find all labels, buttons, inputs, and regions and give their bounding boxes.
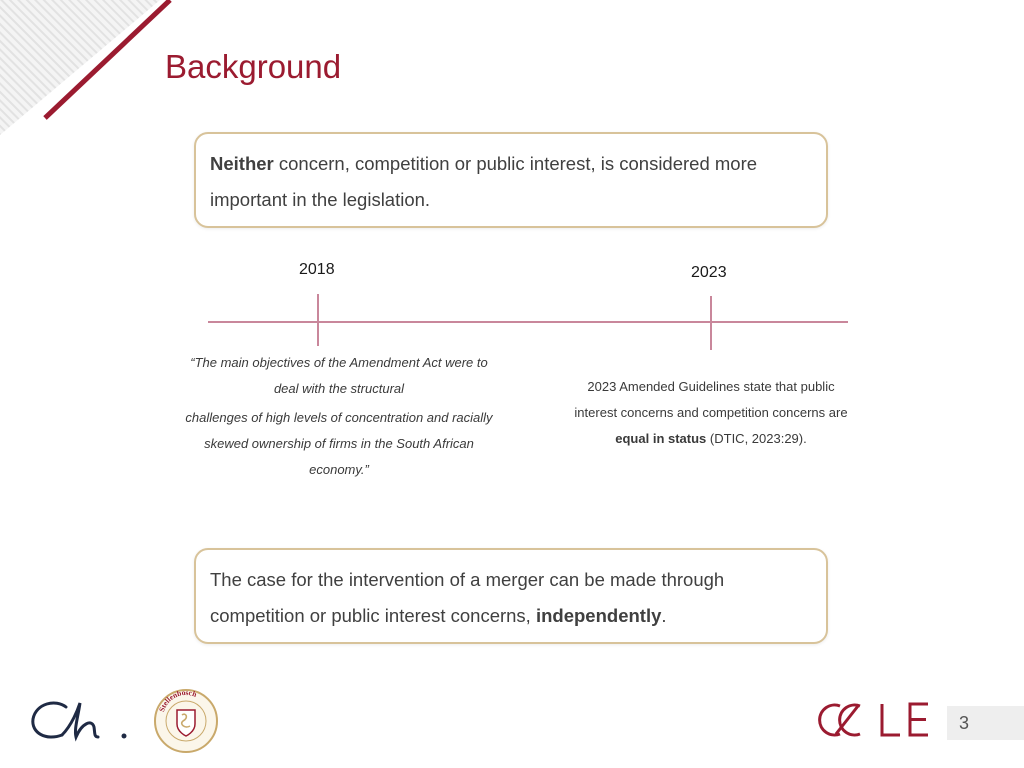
quote-line-5: economy.” xyxy=(309,462,369,477)
note-rest: (DTIC, 2023:29). xyxy=(706,431,807,446)
quote-line-4: skewed ownership of firms in the South African xyxy=(204,436,474,451)
callout-top-text: concern, competition or public interest, is considered more important in the legislation. xyxy=(210,153,758,210)
note-line-3 xyxy=(555,426,867,452)
year-2018: 2018 xyxy=(299,261,335,278)
page-number-box xyxy=(947,706,1024,740)
quote-line-1: “The main objectives of the Amendment Act were to xyxy=(190,355,488,370)
svg-text:Stellenbosch: Stellenbosch xyxy=(157,688,199,713)
university-seal xyxy=(153,688,219,754)
callout-bottom-text: The case for the intervention of a merger can be made through competition or public interest concerns, xyxy=(210,569,725,626)
callout-top-bold: Neither xyxy=(210,153,274,174)
page-title: Background xyxy=(165,48,342,85)
callout-bottom-end: . xyxy=(661,605,667,626)
quote-line-2: deal with the structural xyxy=(273,381,405,396)
signature-logo xyxy=(28,695,132,747)
guidelines-note xyxy=(555,374,867,452)
callout-box-top xyxy=(194,132,828,228)
note-line-2: interest concerns and competition concerns are xyxy=(574,405,848,420)
callout-text-top xyxy=(210,146,812,218)
page-number: 3 xyxy=(959,713,970,733)
callout-box-bottom xyxy=(194,548,828,644)
ccle-logo xyxy=(818,700,938,740)
year-2023: 2023 xyxy=(691,264,727,281)
note-line-1: 2023 Amended Guidelines state that public xyxy=(587,379,835,394)
callout-text-bottom xyxy=(210,562,812,634)
quote-line-3: challenges of high levels of concentration and racially xyxy=(185,410,493,425)
callout-bottom-bold: independently xyxy=(535,605,662,626)
note-bold: equal in status xyxy=(615,431,707,446)
amendment-quote xyxy=(170,350,508,483)
